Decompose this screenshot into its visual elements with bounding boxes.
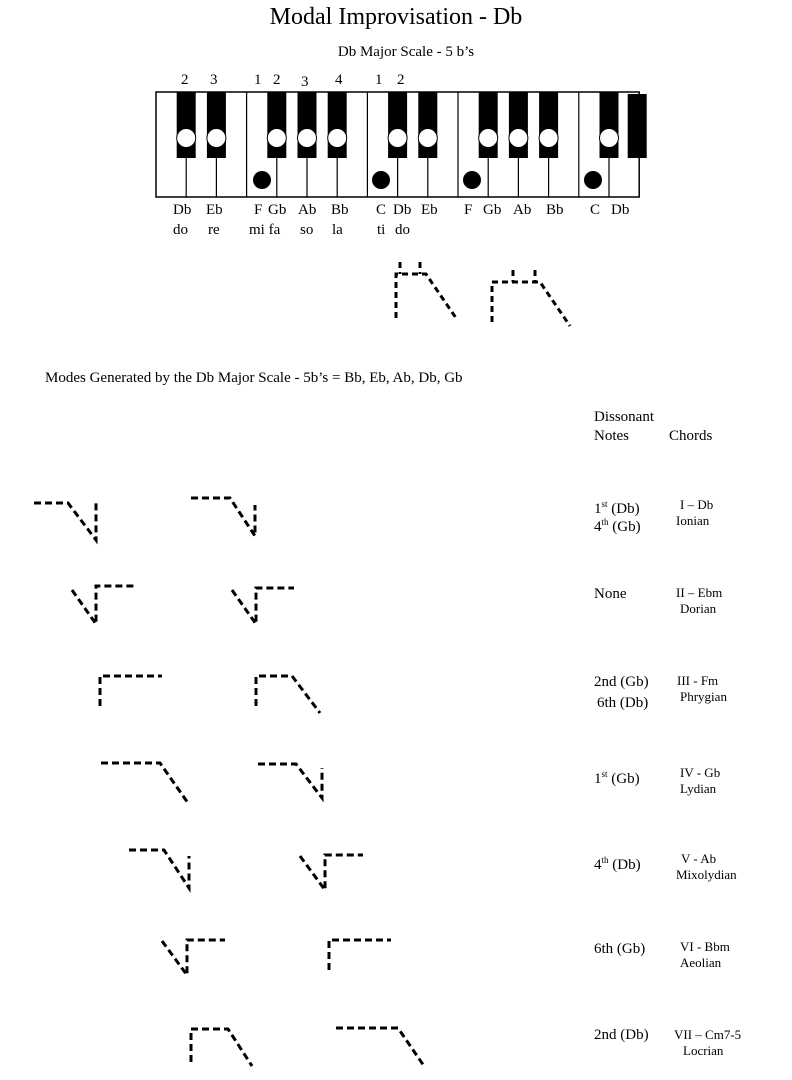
- mode-contour-locrian-a: [191, 1029, 252, 1066]
- note-name: Ab: [298, 202, 317, 218]
- solfege-syllable: do: [173, 222, 188, 238]
- column-header-dissonant: Dissonant: [594, 409, 654, 425]
- dissonant-note: 2nd (Db): [594, 1027, 649, 1043]
- finger-number: 1: [254, 72, 262, 88]
- mode-name: Mixolydian: [676, 867, 737, 882]
- note-name: Eb: [421, 202, 438, 218]
- mode-name: Phrygian: [680, 689, 727, 704]
- mode-name: Lydian: [680, 781, 717, 796]
- note-name: Gb: [268, 202, 287, 218]
- note-name: Db: [611, 202, 630, 218]
- mode-name: Dorian: [680, 601, 717, 616]
- column-header-notes: Notes: [594, 428, 629, 444]
- finger-number: 2: [397, 72, 405, 88]
- finger-number: 2: [181, 72, 189, 88]
- note-name: Bb: [331, 202, 349, 218]
- mode-contour-mixolydian-b: [300, 855, 363, 890]
- note-name: Eb: [206, 202, 223, 218]
- mode-contour-mixolydian-a: [129, 850, 189, 888]
- scale-subtitle: Db Major Scale - 5 b’s: [337, 44, 475, 60]
- finger-number: 3: [210, 72, 218, 88]
- mode-contour-phrygian-a: [100, 676, 162, 706]
- mode-contour-aeolian-a: [162, 940, 225, 975]
- finger-number: 2: [273, 72, 281, 88]
- dissonant-note: 4th (Gb): [594, 517, 641, 535]
- note-name: C: [590, 202, 601, 218]
- mode-contour-aeolian-b: [329, 940, 391, 970]
- dissonant-note: None: [594, 586, 627, 602]
- mode-contour-ionian-b: [191, 498, 255, 536]
- solfege-syllable: so: [300, 222, 314, 238]
- dissonant-note: 1st (Db): [594, 499, 640, 517]
- finger-number: 3: [301, 74, 309, 90]
- dissonant-note: 6th (Gb): [594, 941, 646, 957]
- chord-name: VI - Bbm: [680, 939, 730, 954]
- mode-name: Locrian: [683, 1043, 724, 1058]
- mode-contour-locrian-b: [336, 1028, 424, 1066]
- dissonant-note: 4th (Db): [594, 855, 641, 873]
- mode-contour-lydian-b: [258, 764, 322, 798]
- note-name: Ab: [513, 202, 532, 218]
- chord-name: I – Db: [680, 497, 714, 512]
- chord-name: III - Fm: [677, 673, 719, 688]
- mode-contour-phrygian-b: [256, 676, 320, 713]
- note-name: Db: [173, 202, 192, 218]
- mode-name: Aeolian: [680, 955, 722, 970]
- chord-name: II – Ebm: [676, 585, 723, 600]
- note-name: C: [376, 202, 387, 218]
- dissonant-note: 6th (Db): [597, 695, 649, 711]
- mode-name: Ionian: [676, 513, 710, 528]
- dissonant-note: 2nd (Gb): [594, 674, 649, 690]
- mode-contour-lydian-a: [101, 763, 188, 803]
- note-name: Gb: [483, 202, 502, 218]
- modes-heading: Modes Generated by the Db Major Scale - 5b’s = Bb, Eb, Ab, Db, Gb: [45, 370, 463, 386]
- chord-name: VII – Cm7-5: [674, 1027, 742, 1042]
- mode-contour-ionian-a: [34, 503, 96, 540]
- solfege-syllable: ti: [377, 222, 386, 238]
- note-name: F: [464, 202, 473, 218]
- finger-number: 1: [375, 72, 383, 88]
- solfege-syllable: re: [208, 222, 220, 238]
- note-name: Bb: [546, 202, 564, 218]
- finger-number: 4: [335, 72, 343, 88]
- page-title: Modal Improvisation - Db: [269, 4, 523, 30]
- mode-contour-dorian-b: [232, 588, 294, 624]
- mode-contour-dorian-a: [72, 586, 135, 624]
- solfege-syllable: la: [332, 222, 343, 238]
- chord-name: IV - Gb: [680, 765, 721, 780]
- solfege-syllable: mi fa: [249, 222, 281, 238]
- chord-name: V - Ab: [681, 851, 717, 866]
- note-name: F: [254, 202, 263, 218]
- column-header-chords: Chords: [669, 428, 713, 444]
- note-name: Db: [393, 202, 412, 218]
- dissonant-note: 1st (Gb): [594, 769, 640, 787]
- solfege-syllable: do: [395, 222, 410, 238]
